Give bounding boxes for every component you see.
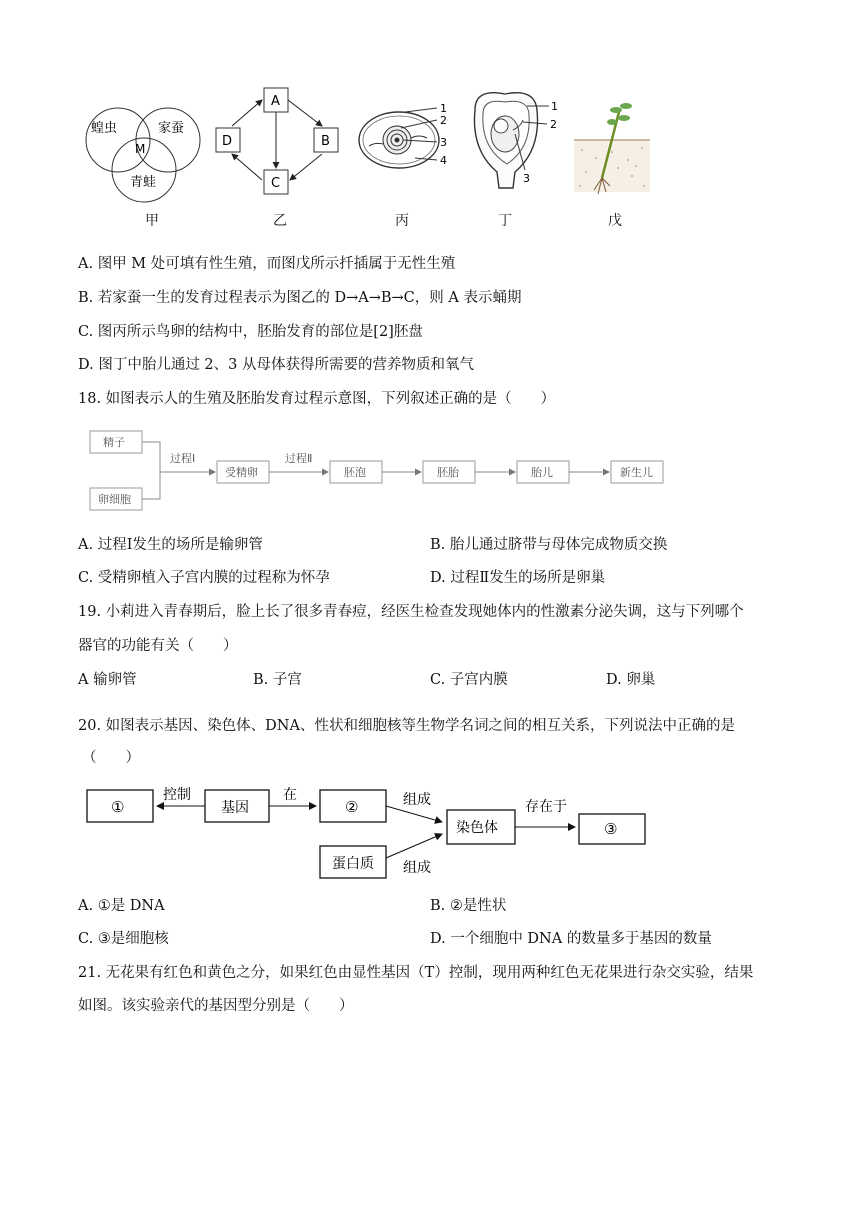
q18-option-c: C. 受精卵植入子宫内膜的过程称为怀孕 [78, 570, 330, 586]
q20-option-d: D. 一个细胞中 DNA 的数量多于基因的数量 [430, 931, 712, 947]
q19-stem-line1: 19. 小莉进入青春期后，脸上长了很多青春痘，经医生检查发现她体内的性激素分泌失调，这与下列哪个 [78, 604, 744, 620]
q18-option-a: A. 过程Ⅰ发生的场所是输卵管 [78, 537, 263, 553]
q20-option-c: C. ③是细胞核 [78, 931, 169, 947]
q18-stem: 18. 如图表示人的生殖及胚胎发育过程示意图，下列叙述正确的是（ ） [78, 391, 556, 407]
label-one: ① [111, 798, 125, 816]
q20-option-b: B. ②是性状 [430, 898, 507, 914]
label-compose-1: 组成 [403, 792, 431, 808]
label-newborn: 新生儿 [620, 466, 653, 479]
q21-stem-line1: 21. 无花果有红色和黄色之分，如果红色由显性基因（T）控制，现用两种红色无花果进行杂交实验，结果 [78, 965, 754, 981]
q19-stem-line2: 器官的功能有关（ ） [78, 638, 238, 654]
q17-option-c: C. 图丙所示鸟卵的结构中，胚胎发育的部位是[2]胚盘 [78, 324, 423, 340]
egg-label-3: 3 [440, 136, 447, 149]
q20-option-a: A. ①是 DNA [78, 898, 165, 914]
label-three: ③ [604, 820, 618, 838]
q20-stem-line1: 20. 如图表示基因、染色体、DNA、性状和细胞核等生物学名词之间的相互关系，下列说法中正确的是 [78, 718, 735, 734]
label-embryo: 胚胎 [437, 466, 459, 479]
plant-cutting-diagram [572, 98, 652, 198]
q20-stem-line2: （ ） [82, 750, 140, 766]
label-sperm: 精子 [103, 436, 125, 449]
q17-option-a: A. 图甲 M 处可填有性生殖，而图戊所示扦插属于无性生殖 [78, 256, 456, 272]
q19-option-b: B. 子宫 [253, 672, 302, 688]
label-blastocyst: 胚泡 [344, 466, 366, 479]
venn-label-c: 青蛙 [130, 175, 157, 190]
q17-option-d: D. 图丁中胎儿通过 2、3 从母体获得所需要的营养物质和氧气 [78, 357, 474, 373]
q19-option-a: A 输卵管 [78, 672, 137, 688]
cycle-label-c: C [271, 176, 281, 191]
venn-circle-a [86, 108, 150, 172]
egg-label-1: 1 [440, 102, 447, 115]
reproduction-flowchart [80, 424, 680, 516]
caption-jia: 甲 [145, 213, 159, 229]
label-two: ② [345, 798, 359, 816]
cycle-diagram [210, 82, 345, 200]
q18-option-b: B. 胎儿通过脐带与母体完成物质交换 [430, 537, 668, 553]
label-process-1: 过程Ⅰ [170, 452, 196, 465]
q19-option-c: C. 子宫内膜 [430, 672, 508, 688]
cycle-label-a: A [271, 94, 280, 109]
womb-label-1: 1 [551, 100, 558, 113]
caption-bing: 丙 [395, 213, 409, 229]
cycle-label-b: B [321, 134, 330, 149]
label-protein: 蛋白质 [332, 856, 374, 872]
egg-label-2: 2 [440, 114, 447, 127]
q18-option-d: D. 过程Ⅱ发生的场所是卵巢 [430, 570, 606, 586]
label-compose-2: 组成 [403, 860, 431, 876]
label-exist: 存在于 [525, 799, 567, 815]
label-fetus: 胎儿 [531, 466, 553, 479]
label-gene: 基因 [221, 800, 249, 816]
caption-wu: 戊 [608, 213, 622, 229]
venn-label-b: 家蚕 [158, 121, 185, 136]
venn-label-m: M [135, 142, 146, 156]
cycle-label-d: D [222, 134, 233, 149]
label-zygote: 受精卵 [225, 466, 258, 479]
q19-option-d: D. 卵巢 [606, 672, 656, 688]
venn-circle-b [136, 108, 200, 172]
label-control: 控制 [163, 787, 191, 803]
venn-label-a: 蝗虫 [91, 121, 118, 136]
label-egg: 卵细胞 [98, 493, 131, 506]
bird-egg-diagram [355, 100, 455, 180]
womb-label-3: 3 [523, 172, 530, 185]
q17-option-b: B. 若家蚕一生的发育过程表示为图乙的 D→A→B→C，则 A 表示蛹期 [78, 290, 522, 306]
womb-label-2: 2 [550, 118, 557, 131]
egg-label-4: 4 [440, 154, 447, 167]
venn-diagram [80, 100, 205, 205]
caption-yi: 乙 [273, 213, 287, 229]
label-in: 在 [283, 787, 297, 803]
label-process-2: 过程Ⅱ [285, 452, 313, 465]
q21-stem-line2: 如图。该实验亲代的基因型分别是（ ） [78, 998, 354, 1014]
caption-ding: 丁 [498, 213, 512, 229]
fetus-womb-diagram [465, 90, 565, 195]
label-chromosome: 染色体 [456, 820, 498, 836]
gene-chromosome-diagram [85, 780, 655, 880]
